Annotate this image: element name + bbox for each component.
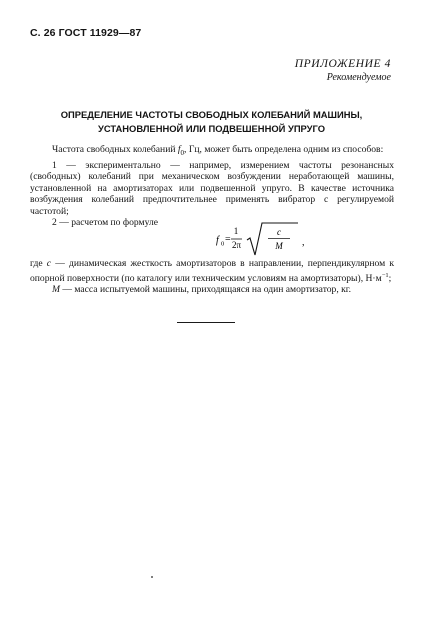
page-header: С. 26 ГОСТ 11929—87 <box>30 27 142 39</box>
paragraph-mass: M — масса испытуемой машины, приходящаяся на один амортизатор, кг. <box>52 284 352 296</box>
formula-radical <box>247 223 298 255</box>
symbol-c: c <box>46 258 52 269</box>
body-text-top <box>30 144 394 229</box>
formula-frac-num: 1 <box>233 226 239 236</box>
formula-comma: , <box>302 237 305 248</box>
paragraph-where: где c — динамическая жесткость амортизаторов в направлении, перпендикулярном к опорной поверхности (по каталогу или техническим условиям на амортизаторы), $Н\cdot м^{-1}$; <box>30 258 394 284</box>
section-title-line-2: УСТАНОВЛЕННОЙ ИЛИ ПОДВЕШЕННОЙ УПРУГО <box>97 123 325 134</box>
formula-radical-num: c <box>277 227 281 237</box>
formula-lhs: f <box>216 235 219 246</box>
scan-speck <box>151 576 153 578</box>
section-end-rule <box>177 322 235 323</box>
section-title-line-1: ОПРЕДЕЛЕНИЕ ЧАСТОТЫ СВОБОДНЫХ КОЛЕБАНИЙ МАШИНЫ, <box>60 109 363 120</box>
appendix-title: ПРИЛОЖЕНИЕ 4 <box>294 58 391 70</box>
body-text-bottom <box>30 258 394 296</box>
formula-lhs-sub: 0 <box>221 240 225 248</box>
appendix-subtitle: Рекомендуемое <box>326 72 391 83</box>
symbol-m: M <box>52 284 60 296</box>
formula-equals: = <box>225 234 231 245</box>
formula-radical-den: M <box>275 241 283 251</box>
paragraph-method-2: 2 — расчетом по формуле <box>52 217 159 229</box>
section-title <box>30 108 393 136</box>
symbol-f-sub: 0 <box>180 148 185 157</box>
paragraph-method-1: 1 — экспериментально — например, измерением частоты резонансных (свободных) колебаний при механическом возбуждении неработающей машины, установленной на амортизаторах или подвешенной упруго. В качестве источника возбуждения колебаний предпочтительнее применять вибратор с регулируемой частотой; <box>30 159 394 217</box>
frequency-formula <box>216 220 316 260</box>
unit-exponent: −1 <box>381 271 389 279</box>
formula-frac-den: 2π <box>231 240 242 250</box>
appendix-label <box>295 58 391 84</box>
symbol-f: f <box>177 144 181 155</box>
paragraph-intro: Частота свободных колебаний $f_0$, Гц, может быть определена одним из способов: <box>52 144 384 157</box>
